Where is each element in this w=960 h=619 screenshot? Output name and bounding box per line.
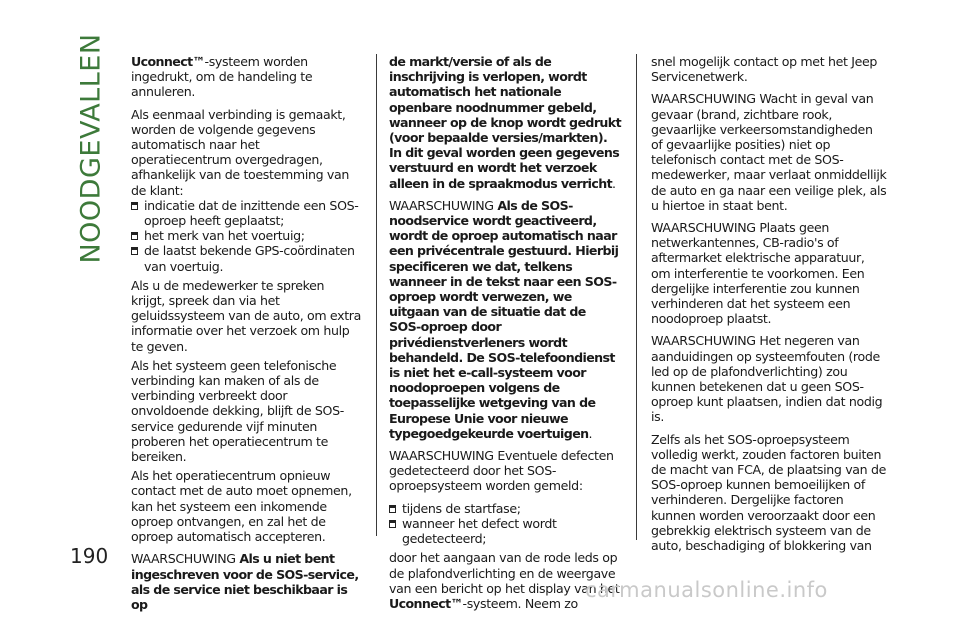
col3-paragraph-5: Zelfs als het SOS-oproepsysteem volledig werkt, zouden factoren buiten de macht van FCA, de plaatsing van de SOS-oproep kunnen bemoeilijken of verhinderen. Dergelijke factoren kunnen worden veroorzaakt door een gebrekkig elektrisch systeem van de auto, beschadiging of blokkering van (651, 431, 886, 554)
col1-paragraph-2: Als eenmaal verbinding is gemaakt, worden de volgende gegevens automatisch naar het operatiecentrum overgedragen, afhankelijk van de toestemming van de klant: (131, 106, 350, 198)
col1-p1-text: -systeem worden ingedrukt, om de handeling te annuleren. (131, 54, 313, 100)
bullet-square-icon (389, 520, 396, 528)
warning-text: de markt/versie of als de inschrijving is verlopen, wordt automatisch het nationale openbare noodnummer gebeld, wanneer op de knop wordt gedrukt (voor bepaalde versies/markten). In dit geval worden geen gegevens verstuurd en wordt het verzoek alleen in de spraakmodus verricht (389, 54, 621, 191)
column-3 (651, 54, 887, 560)
list-item-text: het merk van het voertuig; (144, 228, 305, 244)
warning-text: Als de SOS-noodservice wordt geactiveerd, wordt de oproep automatisch naar een privécentrale gestuurd. Hierbij specificeren we dat, telkens wanneer in de tekst naar een SOS-oproep wordt verwezen, we uitgaan van de situatie dat de SOS-oproep door privédienstverleners wordt behandeld. De SOS-telefoondienst is niet het e-call-systeem voor noodoproepen volgens de toepasselijke wetgeving van de Europese Unie voor nieuwe typegoedgekeurde voertuigen (389, 197, 619, 441)
col2-paragraph-1 (389, 54, 621, 191)
col3-paragraph-2: WAARSCHUWING Wacht in geval van gevaar (brand, zichtbare rook, gevaarlijke verkeersomstandigheden of gevaarlijke posities) niet op telefonisch contact met de SOS-medewerker, maar verlaat onmiddellijk de auto en ga naar een veilige plek, als u hiertoe in staat bent. (651, 91, 887, 213)
brand-name: Uconnect™ (389, 595, 463, 611)
col2-p4-end: -systeem. Neem zo (462, 595, 578, 611)
col1-paragraph-1 (131, 54, 361, 100)
column-divider-2 (636, 54, 637, 540)
col1-paragraph-3: Als u de medewerker te spreken krijgt, spreek dan via het geluidssysteem van de auto, om extra informatie over het verzoek om hulp te geven. (131, 277, 361, 354)
section-title-text: NOODGEVALLEN (75, 32, 107, 264)
list-item (389, 501, 621, 516)
column-divider-1 (376, 54, 377, 536)
col1-paragraph-5: Als het operatiecentrum opnieuw contact met de auto moet opnemen, kan het systeem een inkomende oproep ontvangen, en zal het de oproep automatisch accepteren. (131, 468, 352, 545)
col1-warning (131, 551, 361, 612)
page-number: 190 (70, 544, 109, 568)
list-item (131, 228, 361, 243)
list-item (131, 243, 361, 273)
bullet-square-icon (131, 202, 138, 210)
column-2 (389, 54, 621, 618)
col1-bullet-list (131, 198, 361, 274)
col2-paragraph-3: WAARSCHUWING Eventuele defecten gedetecteerd door het SOS-oproepsysteem worden gemeld: (389, 448, 614, 494)
bullet-square-icon (131, 232, 138, 240)
list-item-text: de laatst bekende GPS-coördinaten van voertuig. (144, 243, 355, 274)
brand-name: Uconnect™ (131, 54, 205, 69)
warning-text: Als u niet bent ingeschreven voor de SOS-service, als de service niet beschikbaar is op (131, 551, 359, 612)
warning-label: WAARSCHUWING (389, 197, 494, 213)
list-item-text: tijdens de startfase; (402, 500, 521, 516)
list-item (389, 516, 621, 546)
section-title (73, 32, 109, 264)
list-item-text: indicatie dat de inzittende een SOS-oproep heeft geplaatst; (144, 197, 359, 229)
list-item-text: wanneer het defect wordt gedetecteerd; (402, 515, 557, 547)
punctuation: . (612, 175, 616, 191)
column-1 (131, 54, 361, 619)
warning-label: WAARSCHUWING (131, 551, 236, 567)
col3-paragraph-1: snel mogelijk contact op met het Jeep Servicenetwerk. (651, 54, 878, 85)
list-item (131, 198, 361, 228)
watermark: carmanualsonline.info (585, 578, 828, 602)
col3-paragraph-3: WAARSCHUWING Plaats geen netwerkantennes, CB-radio's of aftermarket elektrische apparatuur, om interferentie te voorkomen. Een dergelijke interferentie zou kunnen verhinderen dat het systeem een noodoproep plaatst. (651, 220, 865, 327)
punctuation: . (588, 425, 593, 441)
bullet-square-icon (131, 247, 138, 255)
col1-paragraph-4: Als het systeem geen telefonische verbinding kan maken of als de verbinding verbreekt door onvoldoende dekking, blijft de SOS-service gedurende vijf minuten proberen het operatiecentrum te bereiken. (131, 357, 344, 465)
col2-p4-text: door het aangaan van de rode leds op de plafondverlichting en de weergave van een bericht op het display van het (389, 550, 620, 596)
col2-warning (389, 198, 621, 441)
col2-bullet-list (389, 501, 621, 547)
bullet-square-icon (389, 505, 396, 513)
col3-paragraph-4: WAARSCHUWING Het negeren van aanduidingen op systeemfouten (rode led op de plafondverlichting) zou kunnen betekenen dat u geen SOS-oproep kunt plaatsen, indien dat nodig is. (651, 333, 883, 425)
